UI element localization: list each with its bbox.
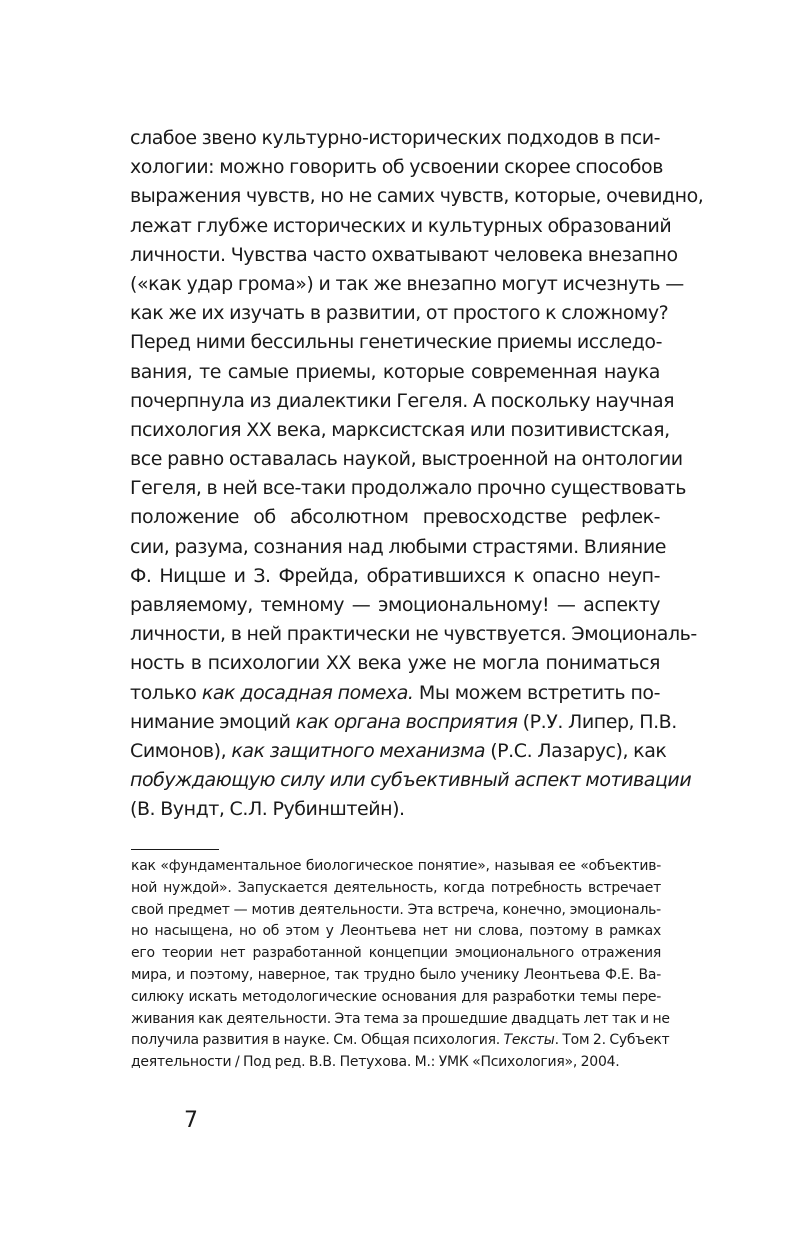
text-run: почерпнула из диалектики Гегеля. А поскольку научная [130, 389, 675, 412]
text-line [130, 299, 669, 328]
text-line [130, 153, 663, 182]
text-line [130, 212, 672, 241]
page-number: 7 [184, 1108, 198, 1133]
text-line [130, 708, 677, 737]
text-run: Симонов), [130, 739, 232, 762]
text-line [130, 591, 660, 620]
footnote [131, 856, 670, 1074]
italic-run: как досадная помеха. [201, 681, 414, 704]
text-line [130, 737, 667, 766]
text-line [130, 124, 660, 153]
text-line [130, 182, 704, 211]
text-run: нимание эмоций [130, 710, 296, 733]
text-line [130, 328, 660, 357]
text-line [130, 270, 684, 299]
text-run: слабое звено культурно-исторических подходов в пси- [130, 127, 660, 149]
text-run: деятельности / Под ред. В.В. Петухова. М.: УМК «Психология», 2004. [131, 1054, 620, 1071]
main-text [130, 124, 704, 825]
text-line [130, 562, 660, 591]
text-line [130, 445, 683, 474]
text-run: но насыщена, но об этом у Леонтьева нет ни слова, поэтому в рамках [131, 923, 661, 940]
text-run: (Р.У. Липер, П.В. [517, 710, 677, 733]
text-run: личности. Чувства часто охватывают человека внезапно [130, 243, 678, 266]
footnote-line [131, 856, 661, 878]
text-run: Ф. Ницше и З. Фрейда, обратившихся к опасно неуп- [130, 564, 660, 587]
italic-run: побуждающую силу или субъективный аспект мотивации [130, 769, 692, 792]
text-line [130, 241, 678, 270]
text-run: ность в психологии XX века уже не могла пониматься [130, 652, 660, 675]
text-run: сии, разума, сознания над любыми страстями. Влияние [130, 535, 667, 558]
text-run: как же их изучать в развитии, от простого к сложному? [130, 302, 669, 325]
text-run: хологии: можно говорить об усвоении скорее способов [130, 156, 663, 179]
footnote-divider [131, 849, 219, 850]
footnote-line [131, 1009, 670, 1031]
italic-run: Тексты [503, 1032, 555, 1049]
text-run: вания, те самые приемы, которые современная наука [130, 360, 660, 383]
text-run: психология XX века, марксистская или позитивистская, [130, 418, 670, 441]
text-line [130, 474, 686, 503]
text-run: как «фундаментальное биологическое понятие», называя ее «объектив- [131, 858, 661, 874]
text-run: выражения чувств, но не самих чувств, которые, очевидно, [130, 185, 704, 208]
text-line [130, 679, 660, 708]
text-run: (В. Вундт, С.Л. Рубинштейн). [130, 798, 405, 821]
footnote-line [131, 987, 661, 1009]
footnote-line [131, 900, 661, 922]
text-run: ной нуждой». Запускается деятельность, когда потребность встречает [131, 879, 661, 896]
text-run: положение об абсолютном превосходстве рефлек- [130, 506, 660, 529]
text-run: («как удар грома») и так же внезапно могут исчезнуть — [130, 272, 684, 295]
text-line [130, 387, 675, 416]
text-run: (Р.С. Лазарус), как [485, 739, 667, 762]
footnote-line [131, 921, 661, 943]
text-run: живания как деятельности. Эта тема за прошедшие двадцать лет так и не [131, 1010, 670, 1027]
text-line [130, 766, 692, 795]
text-run: Мы можем встретить по- [413, 681, 660, 704]
text-run: все равно оставалась наукой, выстроенной на онтологии [130, 448, 683, 471]
text-run: . Том 2. Субъект [554, 1032, 670, 1049]
text-line [130, 533, 667, 562]
text-run: только [130, 681, 202, 704]
text-run: лежат глубже исторических и культурных образований [130, 214, 672, 237]
text-run: Гегеля, в ней все-таки продолжало прочно существовать [130, 477, 686, 500]
text-run: равляемому, темному — эмоциональному! — аспекту [130, 594, 660, 616]
text-line [130, 795, 660, 824]
text-line [130, 620, 697, 649]
text-line [130, 416, 670, 445]
text-run: Перед ними бессильны генетические приемы исследо- [130, 331, 662, 354]
footnote-line [131, 943, 661, 965]
text-line [130, 358, 660, 387]
footnote-line [131, 1030, 670, 1052]
text-run: мира, и поэтому, наверное, так трудно было ученику Леонтьева Ф.Е. Ва- [131, 966, 661, 983]
text-run: его теории нет разработанной концепции эмоционального отражения [131, 945, 661, 962]
text-run: получила развития в науке. См. Общая психология. [131, 1032, 504, 1049]
text-line [130, 649, 660, 678]
footnote-line [131, 878, 661, 900]
text-run: свой предмет — мотив деятельности. Эта встреча, конечно, эмоциональ- [131, 901, 661, 918]
text-run: личности, в ней практически не чувствуется. Эмоциональ- [130, 623, 697, 646]
footnote-line [131, 965, 661, 987]
footnote-line [131, 1052, 661, 1074]
italic-run: как защитного механизма [231, 739, 486, 762]
italic-run: как органа восприятия [295, 710, 518, 733]
text-line [130, 503, 660, 532]
text-run: силюку искать методологические основания для разработки темы пере- [131, 988, 661, 1005]
